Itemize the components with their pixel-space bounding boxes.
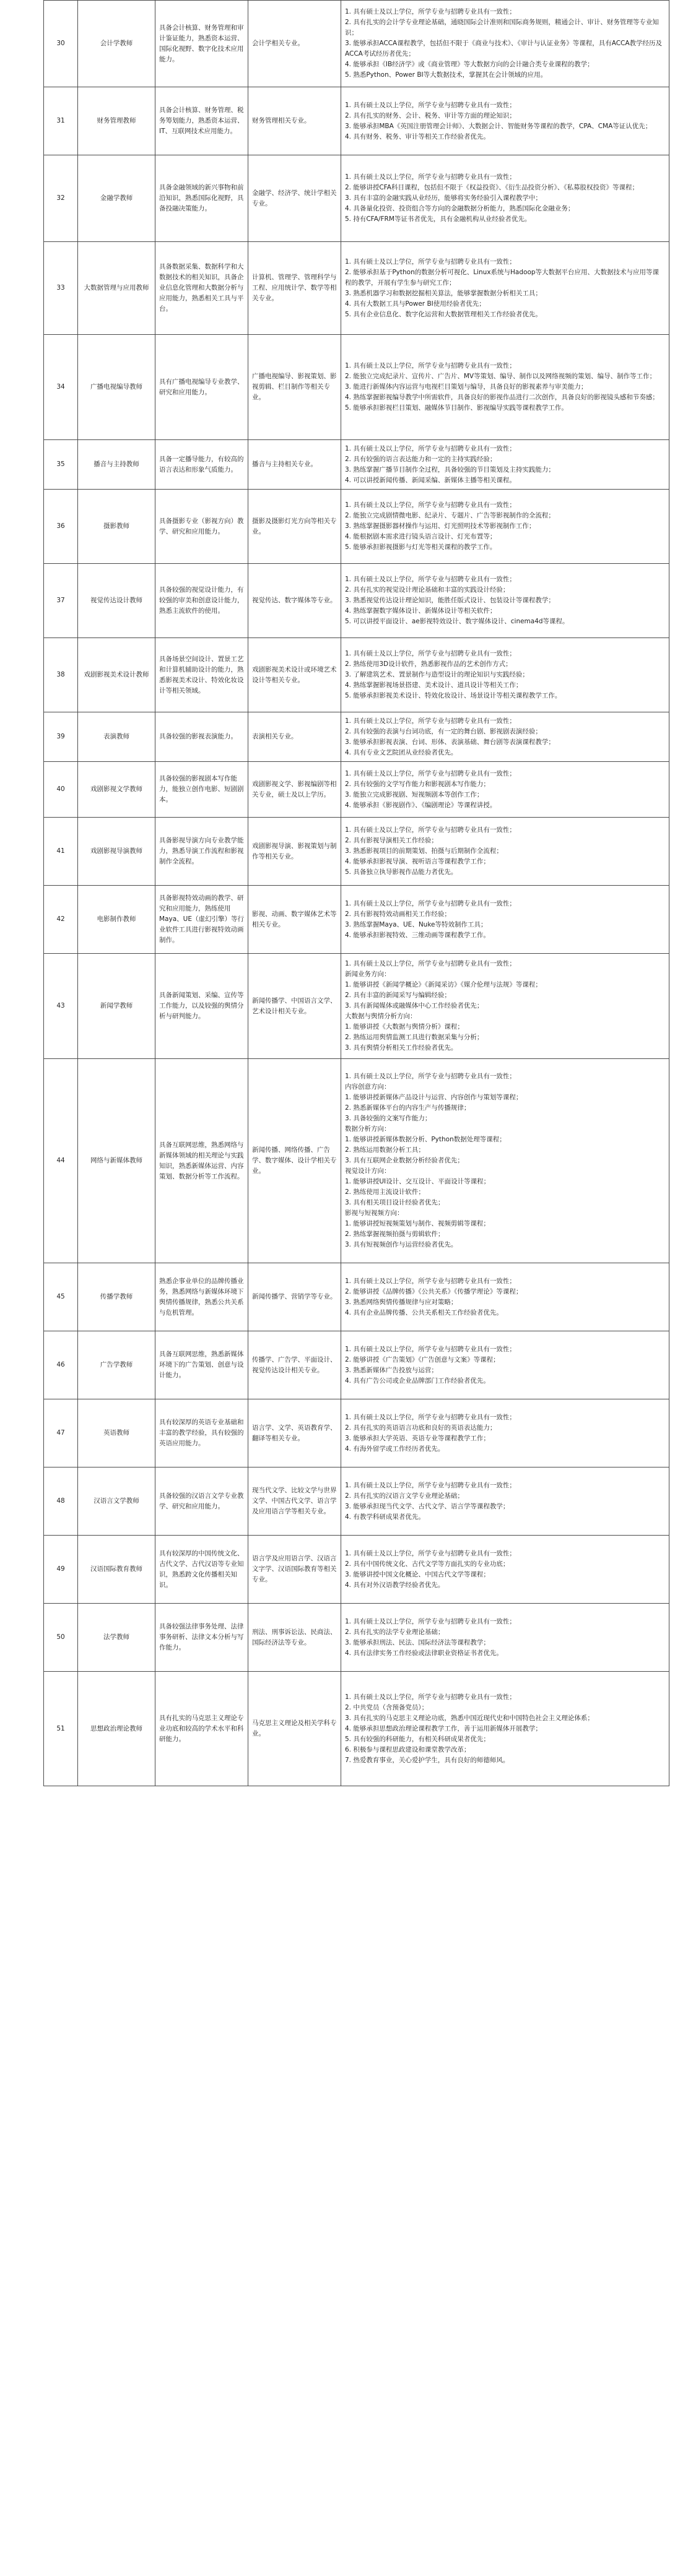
ability-requirement: 具备影视导演方向专业教学能力，熟悉导演工作流程和影视制作全流程。 xyxy=(155,818,248,886)
qualification-line: 4. 有海外留学或工作经历者优先。 xyxy=(345,1445,445,1453)
table-row xyxy=(44,886,669,954)
major-requirement: 现当代文学、比较文学与世界文学、中国古代文学、语言学及应用语言学等相关专业。 xyxy=(248,1467,341,1536)
qualification-line: 4. 能根据剧本需求进行镜头语言设计、灯光布置等； xyxy=(345,533,497,540)
row-number: 42 xyxy=(44,886,78,954)
qualification-line: 2. 能够讲授CFA科目课程，包括但不限于《权益投资》、《衍生品投资分析》、《私募股权投资》等课程； xyxy=(345,184,638,191)
qualification-list xyxy=(341,1331,669,1399)
row-number: 40 xyxy=(44,762,78,818)
ability-requirement: 具备较强法律事务处理、法律事务研析、法律文本分析与写作能力。 xyxy=(155,1604,248,1672)
qualification-line: 3. 熟练掌握摄影器材操作与运用、灯光照明技术等影视制作工作； xyxy=(345,522,536,530)
qualification-line: 2. 具有扎实的财务、会计、税务、审计等方面的理论知识； xyxy=(345,111,516,119)
qualification-line: 4. 能够承担影视导演、视听语言等课程教学工作； xyxy=(345,858,490,865)
qualification-list xyxy=(341,440,669,490)
major-requirement: 金融学、经济学、统计学相关专业。 xyxy=(248,155,341,242)
position-title: 英语教师 xyxy=(78,1399,155,1467)
qualification-line: 1. 能够讲授《大数据与舆情分析》课程； xyxy=(345,1023,464,1031)
position-title: 视觉传达设计教师 xyxy=(78,564,155,638)
qualification-line: 2. 具有丰富的新闻采写与编辑经验； xyxy=(345,992,451,999)
table-row xyxy=(44,440,669,490)
qualification-line: 1. 具有硕士及以上学位，所学专业与招聘专业具有一致性； xyxy=(345,899,516,907)
qualification-line: 4. 具有大数据工具与Power BI使用经验者优先； xyxy=(345,300,486,308)
table-row xyxy=(44,1536,669,1604)
qualification-line: 5. 具备独立执导影视作品能力者优先。 xyxy=(345,868,458,876)
position-title: 会计学教师 xyxy=(78,1,155,87)
qualification-list xyxy=(341,490,669,564)
qualification-line: 2. 熟悉新媒体平台的内容生产与传播规律； xyxy=(345,1104,471,1112)
row-number: 51 xyxy=(44,1672,78,1786)
qualification-line: 4. 具有企业品牌传播、公共关系相关工作经验者优先。 xyxy=(345,1308,503,1316)
qualification-line: 3. 熟悉影视项目的前期策划、拍摄与后期制作全流程； xyxy=(345,847,503,855)
qualification-line: 7. 热爱教育事业，关心爱护学生，具有良好的师德师风。 xyxy=(345,1756,510,1764)
ability-requirement: 具备数据采集、数据科学和大数据技术的相关知识，具备企业信息化管理和大数据分析与应用能力，熟悉相关工具与平台。 xyxy=(155,242,248,335)
qualification-line: 3. 能够承担影视表演、台词、形体、表演基础、舞台剧等表演课程教学； xyxy=(345,738,555,746)
qualification-list xyxy=(341,954,669,1059)
row-number: 39 xyxy=(44,712,78,762)
qualification-line: 3. 具有相关项目设计经验者优先； xyxy=(345,1199,445,1206)
qualification-line: 1. 具有硕士及以上学位，所学专业与招聘专业具有一致性； xyxy=(345,8,516,15)
qualification-line: 5. 可以讲授平面设计、ae影视特效设计、数字媒体设计、cinema4d等课程。 xyxy=(345,618,569,625)
row-number: 38 xyxy=(44,638,78,712)
qualification-line: 3. 能够承担MBA《英国注册管理会计师》、大数据会计、智能财务等课程的教学，CPA、CMA等证认优先； xyxy=(345,122,652,130)
qualification-line: 2. 具有较强的文学写作能力和影视剧本写作能力； xyxy=(345,780,490,788)
qualification-line: 4. 能够承担思想政治理论课程教学工作，善于运用新媒体开展教学； xyxy=(345,1724,542,1732)
position-title: 汉语国际教育教师 xyxy=(78,1536,155,1604)
ability-requirement: 具有较深厚的中国传统文化、古代文学、古代汉语等专业知识，熟悉跨文化传播相关知识。 xyxy=(155,1536,248,1604)
qualification-line: 3. 熟悉机器学习和数据挖掘相关算法，能够掌握数据分析相关工具； xyxy=(345,289,542,297)
qualification-line: 数据分析方向： xyxy=(345,1125,391,1133)
row-number: 45 xyxy=(44,1263,78,1331)
position-title: 金融学教师 xyxy=(78,155,155,242)
table-row xyxy=(44,1331,669,1399)
qualification-line: 4. 有教学科研成果者优先。 xyxy=(345,1513,425,1521)
ability-requirement: 具备新闻策划、采编、宣传等工作能力，以及较强的舆情分析与研判能力。 xyxy=(155,954,248,1059)
qualification-line: 1. 具有硕士及以上学位，所学专业与招聘专业具有一致性； xyxy=(345,1617,516,1625)
qualification-list xyxy=(341,1399,669,1467)
qualification-line: 2. 能够讲授《品牌传播》《公共关系》《传播学理论》等课程； xyxy=(345,1287,523,1295)
qualification-line: 1. 能够讲授短视频策划与制作、视频剪辑等课程； xyxy=(345,1220,490,1227)
qualification-line: 视觉设计方向： xyxy=(345,1167,391,1175)
qualification-line: 1. 能够讲授新媒体产品设计与运营、内容创作与策划等课程； xyxy=(345,1094,523,1101)
qualification-line: 1. 具有硕士及以上学位，所学专业与招聘专业具有一致性； xyxy=(345,1481,516,1489)
position-title: 摄影教师 xyxy=(78,490,155,564)
table-row xyxy=(44,1263,669,1331)
position-title: 戏剧影视美术设计教师 xyxy=(78,638,155,712)
qualification-line: 5. 具有企业信息化、数字化运营和大数据管理相关工作经验者优先。 xyxy=(345,310,542,318)
table-row xyxy=(44,1,669,87)
qualification-line: 3. 具有短视频创作与运营经验者优先。 xyxy=(345,1241,458,1248)
qualification-line: 4. 熟练掌握影视场景搭建、美术设计、道具设计等相关工作； xyxy=(345,681,523,689)
ability-requirement: 具有广播电视编导专业教学、研究和应用能力。 xyxy=(155,335,248,440)
ability-requirement: 具备较强的视觉设计能力，有较强的审美和创意设计能力，熟悉主流软件的使用。 xyxy=(155,564,248,638)
row-number: 34 xyxy=(44,335,78,440)
qualification-line: 1. 能够讲授《新闻学概论》《新闻采访》《媒介伦理与法规》等课程； xyxy=(345,981,542,988)
row-number: 35 xyxy=(44,440,78,490)
qualification-line: 5. 熟悉Python、Power BI等大数据技术，掌握其在会计领域的应用。 xyxy=(345,71,547,79)
major-requirement: 戏剧影视美术设计或环境艺术设计等相关专业。 xyxy=(248,638,341,712)
qualification-line: 2. 熟练使用3D设计软件，熟悉影视作品的艺术创作方式； xyxy=(345,660,512,668)
major-requirement: 传播学、广告学、平面设计、视觉传达设计相关专业。 xyxy=(248,1331,341,1399)
row-number: 43 xyxy=(44,954,78,1059)
table-row xyxy=(44,818,669,886)
qualification-list xyxy=(341,87,669,155)
qualification-list xyxy=(341,155,669,242)
qualification-line: 2. 具有扎实的视觉设计理论基础和丰富的实践设计经验； xyxy=(345,586,510,594)
row-number: 47 xyxy=(44,1399,78,1467)
major-requirement: 广播电视编导、影视策划、影视剪辑、栏目制作等相关专业。 xyxy=(248,335,341,440)
qualification-line: 2. 能独立完成剧情微电影、纪录片、专题片、广告等影视制作的全流程； xyxy=(345,512,555,519)
qualification-line: 2. 具有影视导演相关工作经验； xyxy=(345,837,438,844)
qualification-line: 3. 能够承担大学英语、英语专业等课程教学工作； xyxy=(345,1434,490,1442)
qualification-line: 2. 具有扎实的法学专业理论基础； xyxy=(345,1628,445,1636)
qualification-line: 1. 具有硕士及以上学位，所学专业与招聘专业具有一致性； xyxy=(345,576,516,583)
qualification-line: 1. 具有硕士及以上学位，所学专业与招聘专业具有一致性； xyxy=(345,1549,516,1557)
qualification-line: 新闻业务方向： xyxy=(345,970,391,978)
major-requirement: 计算机、管理学、管理科学与工程、应用统计学、数学等相关专业。 xyxy=(248,242,341,335)
row-number: 37 xyxy=(44,564,78,638)
qualification-line: 1. 具有硕士及以上学位，所学专业与招聘专业具有一致性； xyxy=(345,1345,516,1353)
ability-requirement: 具备一定播导能力，有较高的语言表达和形象气质能力。 xyxy=(155,440,248,490)
table-row xyxy=(44,1059,669,1263)
table-row xyxy=(44,712,669,762)
qualification-list xyxy=(341,818,669,886)
qualification-line: 3. 能独立完成影视剧、短视频剧本等创作工作； xyxy=(345,790,484,798)
qualification-line: 1. 具有硕士及以上学位，所学专业与招聘专业具有一致性； xyxy=(345,257,516,266)
qualification-line: 6. 积极参与课程思政建设和课堂教学改革； xyxy=(345,1745,471,1753)
ability-requirement: 具有较深厚的英语专业基础和丰富的教学经验，具有较强的英语应用能力。 xyxy=(155,1399,248,1467)
position-title: 戏剧影视文学教师 xyxy=(78,762,155,818)
qualification-line: 3. 熟悉视觉传达设计理论知识，能胜任版式设计、包装设计等课程教学； xyxy=(345,597,555,604)
qualification-line: 3. 具有扎实的马克思主义理论功底，熟悉中国近现代史和中国特色社会主义理论体系； xyxy=(345,1714,594,1722)
major-requirement: 会计学相关专业。 xyxy=(248,1,341,87)
position-title: 广播电视编导教师 xyxy=(78,335,155,440)
qualification-line: 影视与短视频方向： xyxy=(345,1209,404,1217)
qualification-list xyxy=(341,712,669,762)
qualification-line: 1. 具有硕士及以上学位，所学专业与招聘专业具有一致性； xyxy=(345,1693,516,1701)
qualification-line: 4. 熟练掌握影视编导教学中所需软件，具备良好的影视作品进行二次创作，具备良好的影视镜头感和节奏感； xyxy=(345,394,659,401)
table-row xyxy=(44,242,669,335)
qualification-line: 3. 具有互联网企业数据分析经验者优先； xyxy=(345,1157,464,1164)
qualification-list xyxy=(341,638,669,712)
position-title: 思想政治理论教师 xyxy=(78,1672,155,1786)
qualification-line: 3. 熟悉新媒体广告投放与运营； xyxy=(345,1366,438,1374)
row-number: 32 xyxy=(44,155,78,242)
qualification-line: 1. 具有硕士及以上学位，所学专业与招聘专业具有一致性； xyxy=(345,444,516,452)
ability-requirement: 具备会计核算、财务管理、税务筹划能力，熟悉资本运营、IT、互联网技术应用能力。 xyxy=(155,87,248,155)
recruitment-table xyxy=(43,0,669,1786)
qualification-line: 2. 具有扎实的英语语言功底和良好的英语表达能力； xyxy=(345,1424,497,1432)
qualification-line: 4. 具有对外汉语教学经验者优先。 xyxy=(345,1581,445,1589)
qualification-line: 3. 熟练掌握广播节目制作全过程，具备较强的节目策划及主持实践能力； xyxy=(345,465,555,473)
major-requirement: 财务管理相关专业。 xyxy=(248,87,341,155)
row-number: 41 xyxy=(44,818,78,886)
major-requirement: 马克思主义理论及相关学科专业。 xyxy=(248,1672,341,1786)
ability-requirement: 具备较强的影视表演能力。 xyxy=(155,712,248,762)
qualification-line: 2. 熟练掌握视频拍摄与剪辑软件； xyxy=(345,1230,445,1238)
major-requirement: 刑法、刑事诉讼法、民商法、国际经济法等专业。 xyxy=(248,1604,341,1672)
qualification-line: 3. 熟练掌握Maya、UE、Nuke等特效制作工具； xyxy=(345,920,487,928)
qualification-list xyxy=(341,762,669,818)
table-row xyxy=(44,490,669,564)
major-requirement: 新闻传播学、营销学等专业。 xyxy=(248,1263,341,1331)
qualification-line: 1. 具有硕士及以上学位，所学专业与招聘专业具有一致性； xyxy=(345,173,516,181)
major-requirement: 戏剧影视文学、影视编剧等相关专业，硕士及以上学历。 xyxy=(248,762,341,818)
qualification-list xyxy=(341,564,669,638)
position-title: 网络与新媒体教师 xyxy=(78,1059,155,1263)
row-number: 48 xyxy=(44,1467,78,1536)
qualification-line: 2. 具有扎实的汉语言文学专业理论基础； xyxy=(345,1492,464,1500)
table-row xyxy=(44,335,669,440)
position-title: 播音与主持教师 xyxy=(78,440,155,490)
qualification-line: 5. 具有较强的科研能力，有相关科研成果者优先； xyxy=(345,1735,490,1743)
position-title: 电影制作教师 xyxy=(78,886,155,954)
qualification-line: 2. 熟练运用数据分析工具； xyxy=(345,1146,425,1154)
major-requirement: 播音与主持相关专业。 xyxy=(248,440,341,490)
qualification-line: 1. 具有硕士及以上学位，所学专业与招聘专业具有一致性； xyxy=(345,1413,516,1421)
table-row xyxy=(44,564,669,638)
position-title: 传播学教师 xyxy=(78,1263,155,1331)
qualification-line: 3. 能进行新媒体内容运营与电视栏目策划与编导，具备良好的影视素养与审美能力； xyxy=(345,383,588,391)
qualification-line: 4. 能够承担《IB经济学》或《商业管理》等大数据方向的会计融合类专业课程的教学； xyxy=(345,61,594,68)
table-row xyxy=(44,1467,669,1536)
qualification-line: 1. 能够讲授UI设计、交互设计、平面设计等课程； xyxy=(345,1178,490,1185)
recruitment-table-body xyxy=(44,1,669,1786)
qualification-line: 1. 具有硕士及以上学位，所学专业与招聘专业具有一致性； xyxy=(345,1277,516,1285)
row-number: 44 xyxy=(44,1059,78,1263)
ability-requirement: 具有扎实的马克思主义理论专业功底和较高的学术水平和科研能力。 xyxy=(155,1672,248,1786)
qualification-line: 1. 具有硕士及以上学位，所学专业与招聘专业具有一致性； xyxy=(345,501,516,509)
qualification-line: 4. 具有财务、税务、审计等相关工作经验者优先。 xyxy=(345,132,490,140)
major-requirement: 新闻传播学、中国语言文学、艺术设计相关专业。 xyxy=(248,954,341,1059)
qualification-line: 2. 具有较强的表演与台词功底，有一定的舞台剧、影视剧表演经验； xyxy=(345,727,542,735)
qualification-list xyxy=(341,335,669,440)
qualification-list xyxy=(341,242,669,335)
qualification-line: 2. 具有影视特效动画相关工作经验； xyxy=(345,910,451,918)
row-number: 33 xyxy=(44,242,78,335)
qualification-line: 2. 具有较强的语言表达能力和一定的主持实践经验； xyxy=(345,455,497,463)
qualification-line: 5. 能够承担影视美术设计、特效化妆设计、场景设计等相关课程教学工作。 xyxy=(345,692,562,699)
qualification-line: 4. 具备量化投资、投资组合等方向的金融数据分析能力，熟悉国际化金融业务； xyxy=(345,205,575,212)
position-title: 法学教师 xyxy=(78,1604,155,1672)
qualification-line: 1. 具有硕士及以上学位，所学专业与招聘专业具有一致性； xyxy=(345,650,516,657)
qualification-line: 4. 能够承担影视特效、三维动画等课程教学工作。 xyxy=(345,931,490,939)
qualification-line: 3. 熟悉网络舆情传播规律与应对策略； xyxy=(345,1298,458,1306)
ability-requirement: 具备较强的汉语言文学专业教学、研究和应用能力。 xyxy=(155,1467,248,1536)
ability-requirement: 具备金融领域的新兴事物和前沿知识，熟悉国际化视野，具备投融决策能力。 xyxy=(155,155,248,242)
qualification-list xyxy=(341,1,669,87)
qualification-list xyxy=(341,1467,669,1536)
qualification-line: 3. 了解建筑艺术、置景制作与造型设计的理论知识与实践经验； xyxy=(345,671,529,678)
qualification-list xyxy=(341,1263,669,1331)
row-number: 46 xyxy=(44,1331,78,1399)
qualification-line: 3. 能够承担现当代文学、古代文学、语言学等课程教学； xyxy=(345,1502,510,1510)
row-number: 36 xyxy=(44,490,78,564)
ability-requirement: 具备会计核算、财务管理和审计鉴证能力，熟悉资本运营、国际化视野、数字化技术应用能力。 xyxy=(155,1,248,87)
table-row xyxy=(44,954,669,1059)
qualification-line: 1. 具有硕士及以上学位，所学专业与招聘专业具有一致性； xyxy=(345,769,516,777)
ability-requirement: 具备场景空间设计、置景工艺和计算机辅助设计的能力，熟悉影视美术设计、特效化妆设计等相关领域。 xyxy=(155,638,248,712)
qualification-line: 4. 具有广告公司或企业品牌部门工作经验者优先。 xyxy=(345,1377,490,1385)
table-row xyxy=(44,762,669,818)
qualification-line: 1. 能够讲授新媒体数据分析、Python数据处理等课程； xyxy=(345,1136,506,1143)
qualification-line: 4. 能够承担《影视剧作》、《编剧理论》等课程讲授。 xyxy=(345,801,497,809)
position-title: 表演教师 xyxy=(78,712,155,762)
qualification-line: 2. 具有扎实的会计学专业理论基础，通晓国际会计准则和国际商务规则，精通会计、审计、财务管理等专业知识； xyxy=(345,19,659,37)
ability-requirement: 具备影视特效动画的教学、研究和应用能力，熟练使用Maya、UE（虚幻引擎）等行业软件工具进行影视特效动画制作。 xyxy=(155,886,248,954)
qualification-line: 1. 具有硕士及以上学位，所学专业与招聘专业具有一致性； xyxy=(345,826,516,834)
qualification-line: 5. 持有CFA/FRM等证书者优先，具有金融机构从业经验者优先。 xyxy=(345,215,531,223)
qualification-line: 5. 能够承担影视栏目策划、融媒体节目制作、影视编导实践等课程教学工作。 xyxy=(345,404,568,412)
qualification-list xyxy=(341,1059,669,1263)
ability-requirement: 具备摄影专业（影视方向）教学、研究和应用能力。 xyxy=(155,490,248,564)
qualification-line: 1. 具有硕士及以上学位，所学专业与招聘专业具有一致性； xyxy=(345,717,516,725)
qualification-line: 3. 能够承担ACCA课程教学，包括但不限于《商业与技术》、《审计与认证业务》等课程，具有ACCA教学经历及ACCA考试经历者优先； xyxy=(345,40,663,58)
qualification-line: 3. 具有新闻媒体或融媒体中心工作经验者优先； xyxy=(345,1002,484,1009)
qualification-line: 2. 能独立完成纪录片、宣传片、广告片、MV等策划、编导、制作以及网络视频的策划、编导、制作等工作； xyxy=(345,373,656,380)
qualification-line: 大数据与舆情分析方向： xyxy=(345,1013,417,1020)
position-title: 新闻学教师 xyxy=(78,954,155,1059)
major-requirement: 视觉传达、数字媒体等专业。 xyxy=(248,564,341,638)
position-title: 广告学教师 xyxy=(78,1331,155,1399)
major-requirement: 新闻传播、网络传播、广告学、数字媒体、设计学相关专业。 xyxy=(248,1059,341,1263)
table-row xyxy=(44,1672,669,1786)
qualification-line: 4. 具有专业文艺院团从业经验者优先。 xyxy=(345,748,458,756)
qualification-line: 4. 具有法律实务工作经验或法律职业资格证书者优先。 xyxy=(345,1649,503,1657)
position-title: 汉语言文学教师 xyxy=(78,1467,155,1536)
row-number: 50 xyxy=(44,1604,78,1672)
qualification-line: 内容创意方向： xyxy=(345,1083,391,1091)
major-requirement: 戏剧影视导演、影视策划与制作等相关专业。 xyxy=(248,818,341,886)
ability-requirement: 具备互联网思维，熟悉网络与新媒体领域的相关理论与实践知识，熟悉新媒体运营、内容策划、数据分析等工作流程。 xyxy=(155,1059,248,1263)
qualification-line: 5. 能够承担影视摄影与灯光等相关课程的教学工作。 xyxy=(345,543,497,551)
major-requirement: 表演相关专业。 xyxy=(248,712,341,762)
qualification-line: 3. 具有舆情分析相关工作经验者优先。 xyxy=(345,1044,458,1052)
qualification-line: 2. 熟练运用舆情监测工具进行数据采集与分析； xyxy=(345,1034,484,1041)
qualification-line: 1. 具有硕士及以上学位，所学专业与招聘专业具有一致性； xyxy=(345,101,516,109)
major-requirement: 语言学、文学、英语教育学、翻译等相关专业。 xyxy=(248,1399,341,1467)
position-title: 财务管理教师 xyxy=(78,87,155,155)
qualification-line: 3. 能够讲授中国文化概论、中国古代文学等课程； xyxy=(345,1570,490,1578)
qualification-line: 1. 具有硕士及以上学位，所学专业与招聘专业具有一致性； xyxy=(345,960,516,967)
major-requirement: 摄影及摄影灯光方向等相关专业。 xyxy=(248,490,341,564)
major-requirement: 影视、动画、数字媒体艺术等相关专业。 xyxy=(248,886,341,954)
qualification-line: 2. 能够讲授《广告策划》《广告创意与文案》等课程； xyxy=(345,1355,500,1364)
qualification-line: 4. 熟练掌握数字媒体设计、新媒体设计等相关软件； xyxy=(345,607,497,615)
position-title: 大数据管理与应用教师 xyxy=(78,242,155,335)
table-row xyxy=(44,87,669,155)
qualification-line: 4. 可以讲授新闻传播、新闻采编、新媒体主播等相关课程。 xyxy=(345,476,516,484)
qualification-list xyxy=(341,1536,669,1604)
qualification-line: 3. 具有丰富的金融实践从业经历，能够将实务经验引入课程教学中； xyxy=(345,194,542,202)
ability-requirement: 具备较强的影视剧本写作能力，能独立创作电影、短剧剧本。 xyxy=(155,762,248,818)
table-row xyxy=(44,1604,669,1672)
qualification-list xyxy=(341,1672,669,1786)
qualification-line: 3. 能够承担刑法、民法、国际经济法等课程教学； xyxy=(345,1638,490,1646)
ability-requirement: 具备互联网思维，熟悉新媒体环境下的广告策划、创意与设计能力。 xyxy=(155,1331,248,1399)
qualification-line: 2. 具有中国传统文化、古代文学等方面扎实的专业功底； xyxy=(345,1560,510,1568)
row-number: 49 xyxy=(44,1536,78,1604)
qualification-line: 1. 具有硕士及以上学位，所学专业与招聘专业具有一致性； xyxy=(345,1073,516,1080)
qualification-list xyxy=(341,1604,669,1672)
qualification-line: 1. 具有硕士及以上学位，所学专业与招聘专业具有一致性； xyxy=(345,362,516,370)
row-number: 30 xyxy=(44,1,78,87)
row-number: 31 xyxy=(44,87,78,155)
position-title: 戏剧影视导演教师 xyxy=(78,818,155,886)
table-row xyxy=(44,155,669,242)
table-row xyxy=(44,638,669,712)
major-requirement: 语言学及应用语言学、汉语言文字学、汉语国际教育等相关专业。 xyxy=(248,1536,341,1604)
qualification-list xyxy=(341,886,669,954)
table-row xyxy=(44,1399,669,1467)
qualification-line: 2. 能够承担基于Python的数据分析可视化、Linux系统与Hadoop等大数据平台应用、大数据技术与应用等课程的教学，开展有学生参与研究工作； xyxy=(345,268,660,287)
qualification-line: 2. 中共党员（含预备党员）； xyxy=(345,1703,429,1711)
ability-requirement: 熟悉企事业单位的品牌传播业务，熟悉网络与新媒体环境下舆情传播规律，熟悉公共关系与危机管理。 xyxy=(155,1263,248,1331)
qualification-line: 2. 熟练使用主流设计软件； xyxy=(345,1188,425,1196)
qualification-line: 3. 具备较强的文案写作能力； xyxy=(345,1115,432,1122)
